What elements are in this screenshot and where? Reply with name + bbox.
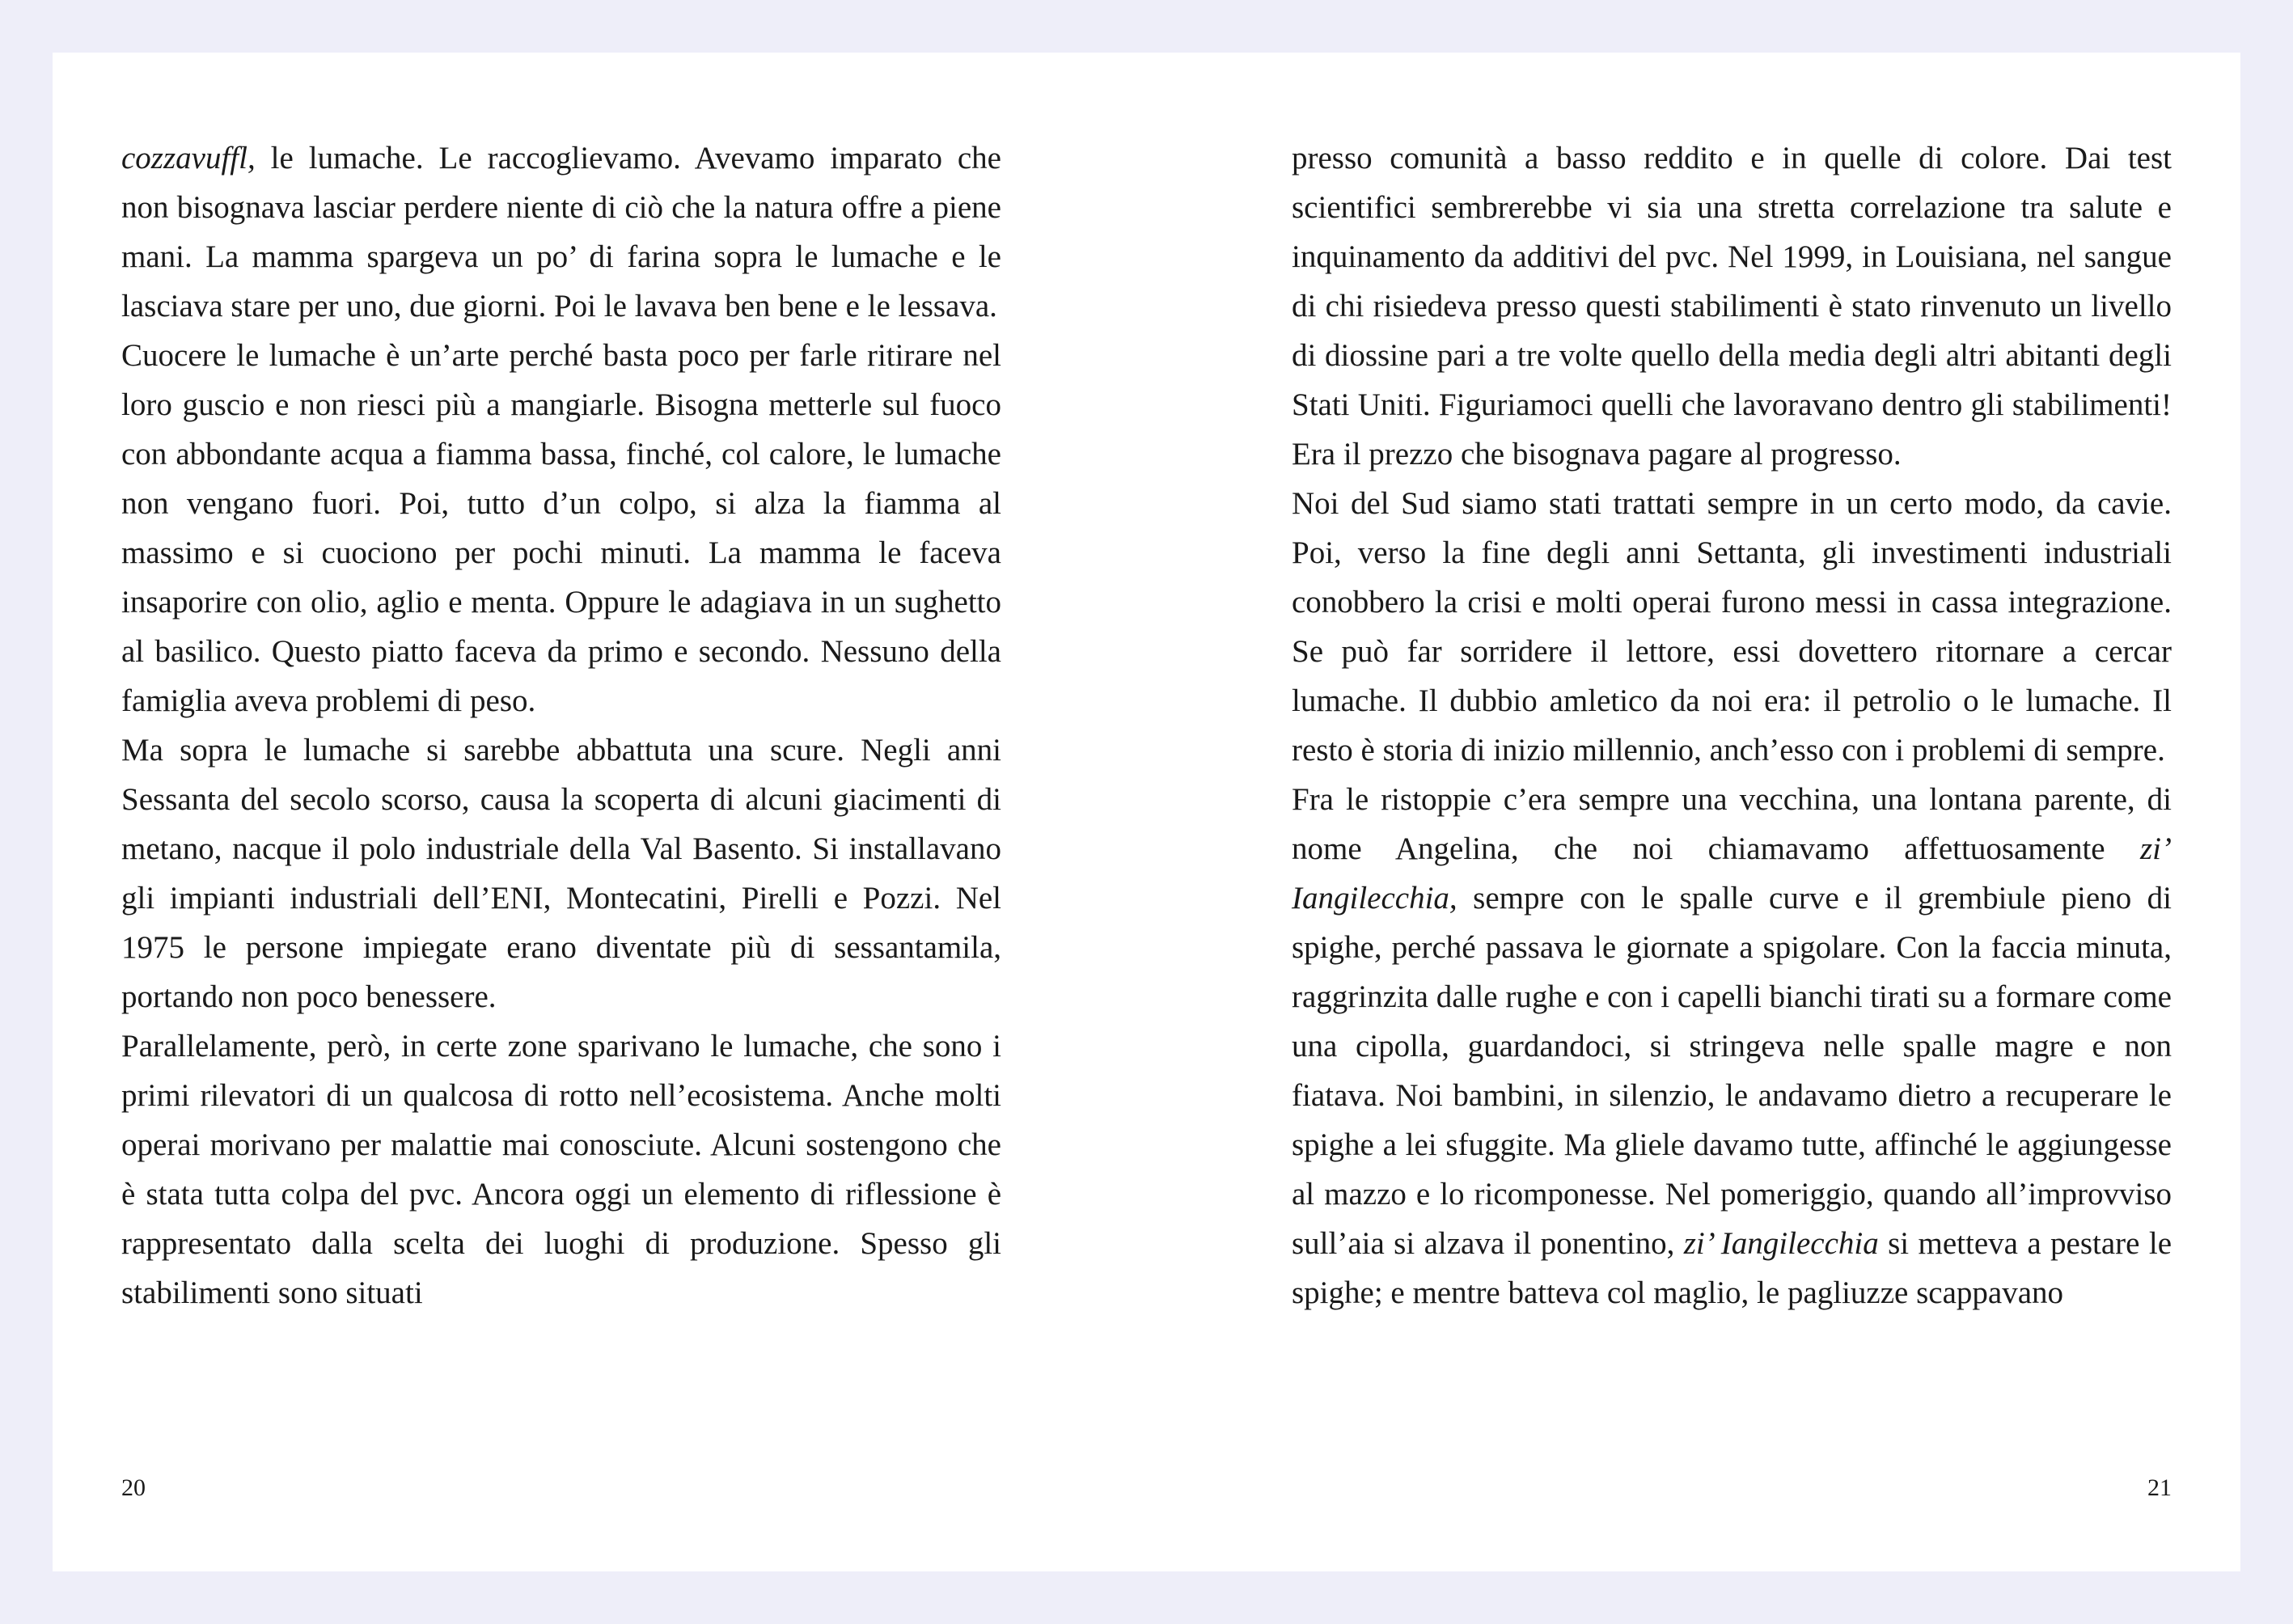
paragraph (121, 133, 1001, 331)
text-span: Cuocere le lumache è un’arte perché basta poco per farle ritirare nel loro guscio e non riesci più a mangiarle. Bisogna metterle sul fuoco con abbondante acqua a fiamma bassa, finché, col calore, le lumache non vengano fuori. Poi, tutto d’un colpo, si alza la fiamma al massimo e si cuociono per pochi minuti. La mamma le faceva insaporire con olio, aglio e menta. Oppure le adagiava in un sughetto al basilico. Questo piatto faceva da primo e secondo. Nessuno della famiglia aveva problemi di peso. (121, 338, 1001, 718)
paragraph (1292, 133, 2172, 479)
left-page-body (121, 133, 1001, 1317)
text-span: Ma sopra le lumache si sarebbe abbattuta una scure. Negli anni Sessanta del secolo scorso, causa la scoperta di alcuni giacimenti di metano, nacque il polo industriale della Val Basento. Si installavano gli impianti industriali dell’ENI, Montecatini, Pirelli e Pozzi. Nel 1975 le persone impiegate erano diventate più di sessantamila, portando non poco benessere. (121, 733, 1001, 1014)
page-number: 21 (2147, 1474, 2172, 1501)
book-spread (53, 53, 2240, 1571)
text-span: si metteva a pestare le spighe; e mentre batteva col maglio, le pagliuzze scappavano (1292, 1226, 2172, 1310)
text-span: le lumache. Le raccoglievamo. Avevamo imparato che non bisognava lasciar perdere niente di ciò che la natura offre a piene mani. La mamma spargeva un po’ di farina sopra le lumache e le lasciava stare per uno, due giorni. Poi le lavava ben bene e le lessava. (121, 141, 1001, 324)
paragraph (121, 725, 1001, 1021)
left-page (53, 53, 1146, 1571)
text-span: Parallelamente, però, in certe zone sparivano le lumache, che sono i primi rilevatori di un qualcosa di rotto nell’ecosistema. Anche molti operai morivano per malattie mai conosciute. Alcuni sostengono che è stata tutta colpa del pvc. Ancora oggi un elemento di riflessione è rappresentato dalla scelta dei luoghi di produzione. Spesso gli stabilimenti sono situati (121, 1029, 1001, 1310)
text-span: sempre con le spalle curve e il grembiule pieno di spighe, perché passava le giornate a spigolare. Con la faccia minuta, raggrinzita dalle rughe e con i capelli bianchi tirati su a formare come una cipolla, guardandoci, si stringeva nelle spalle magre e non fiatava. Noi bambini, in silenzio, le andavamo dietro a recuperare le spighe a lei sfuggite. Ma gliele davamo tutte, affinché le aggiungesse al mazzo e lo ricomponesse. Nel pomeriggio, quando all’improvviso sull’aia si alzava il ponentino, (1292, 881, 2172, 1261)
text-span: Noi del Sud siamo stati trattati sempre in un certo modo, da cavie. Poi, verso la fine degli anni Settanta, gli investimenti industriali conobbero la crisi e molti operai furono messi in cassa integrazione. Se può far sorridere il lettore, essi dovettero ritornare a cercar lumache. Il dubbio amletico da noi era: il petrolio o le lumache. Il resto è storia di inizio millennio, anch’esso con i problemi di sempre. (1292, 486, 2172, 768)
text-span: Fra le ristoppie c’era sempre una vecchina, una lontana parente, di nome Angelina, che noi chiamavamo affettuosamente (1292, 782, 2172, 866)
text-span-italic: cozzavuffl, (121, 141, 256, 176)
page-number: 20 (121, 1474, 146, 1501)
paragraph (1292, 479, 2172, 775)
right-page (1146, 53, 2240, 1571)
paragraph (121, 331, 1001, 725)
paragraph (1292, 775, 2172, 1317)
paragraph (121, 1021, 1001, 1317)
text-span-italic: zi’ Iangilecchia, (1292, 831, 2172, 916)
right-page-body (1292, 133, 2172, 1317)
text-span-italic: zi’ Iangilecchia (1683, 1226, 1879, 1261)
text-span: presso comunità a basso reddito e in quelle di colore. Dai test scientifici sembrerebbe vi sia una stretta correlazione tra salute e inquinamento da additivi del pvc. Nel 1999, in Louisiana, nel sangue di chi risiedeva presso questi stabilimenti è stato rinvenuto un livello di diossine pari a tre volte quello della media degli altri abitanti degli Stati Uniti. Figuriamoci quelli che lavoravano dentro gli stabilimenti! Era il prezzo che bisognava pagare al progresso. (1292, 141, 2172, 472)
